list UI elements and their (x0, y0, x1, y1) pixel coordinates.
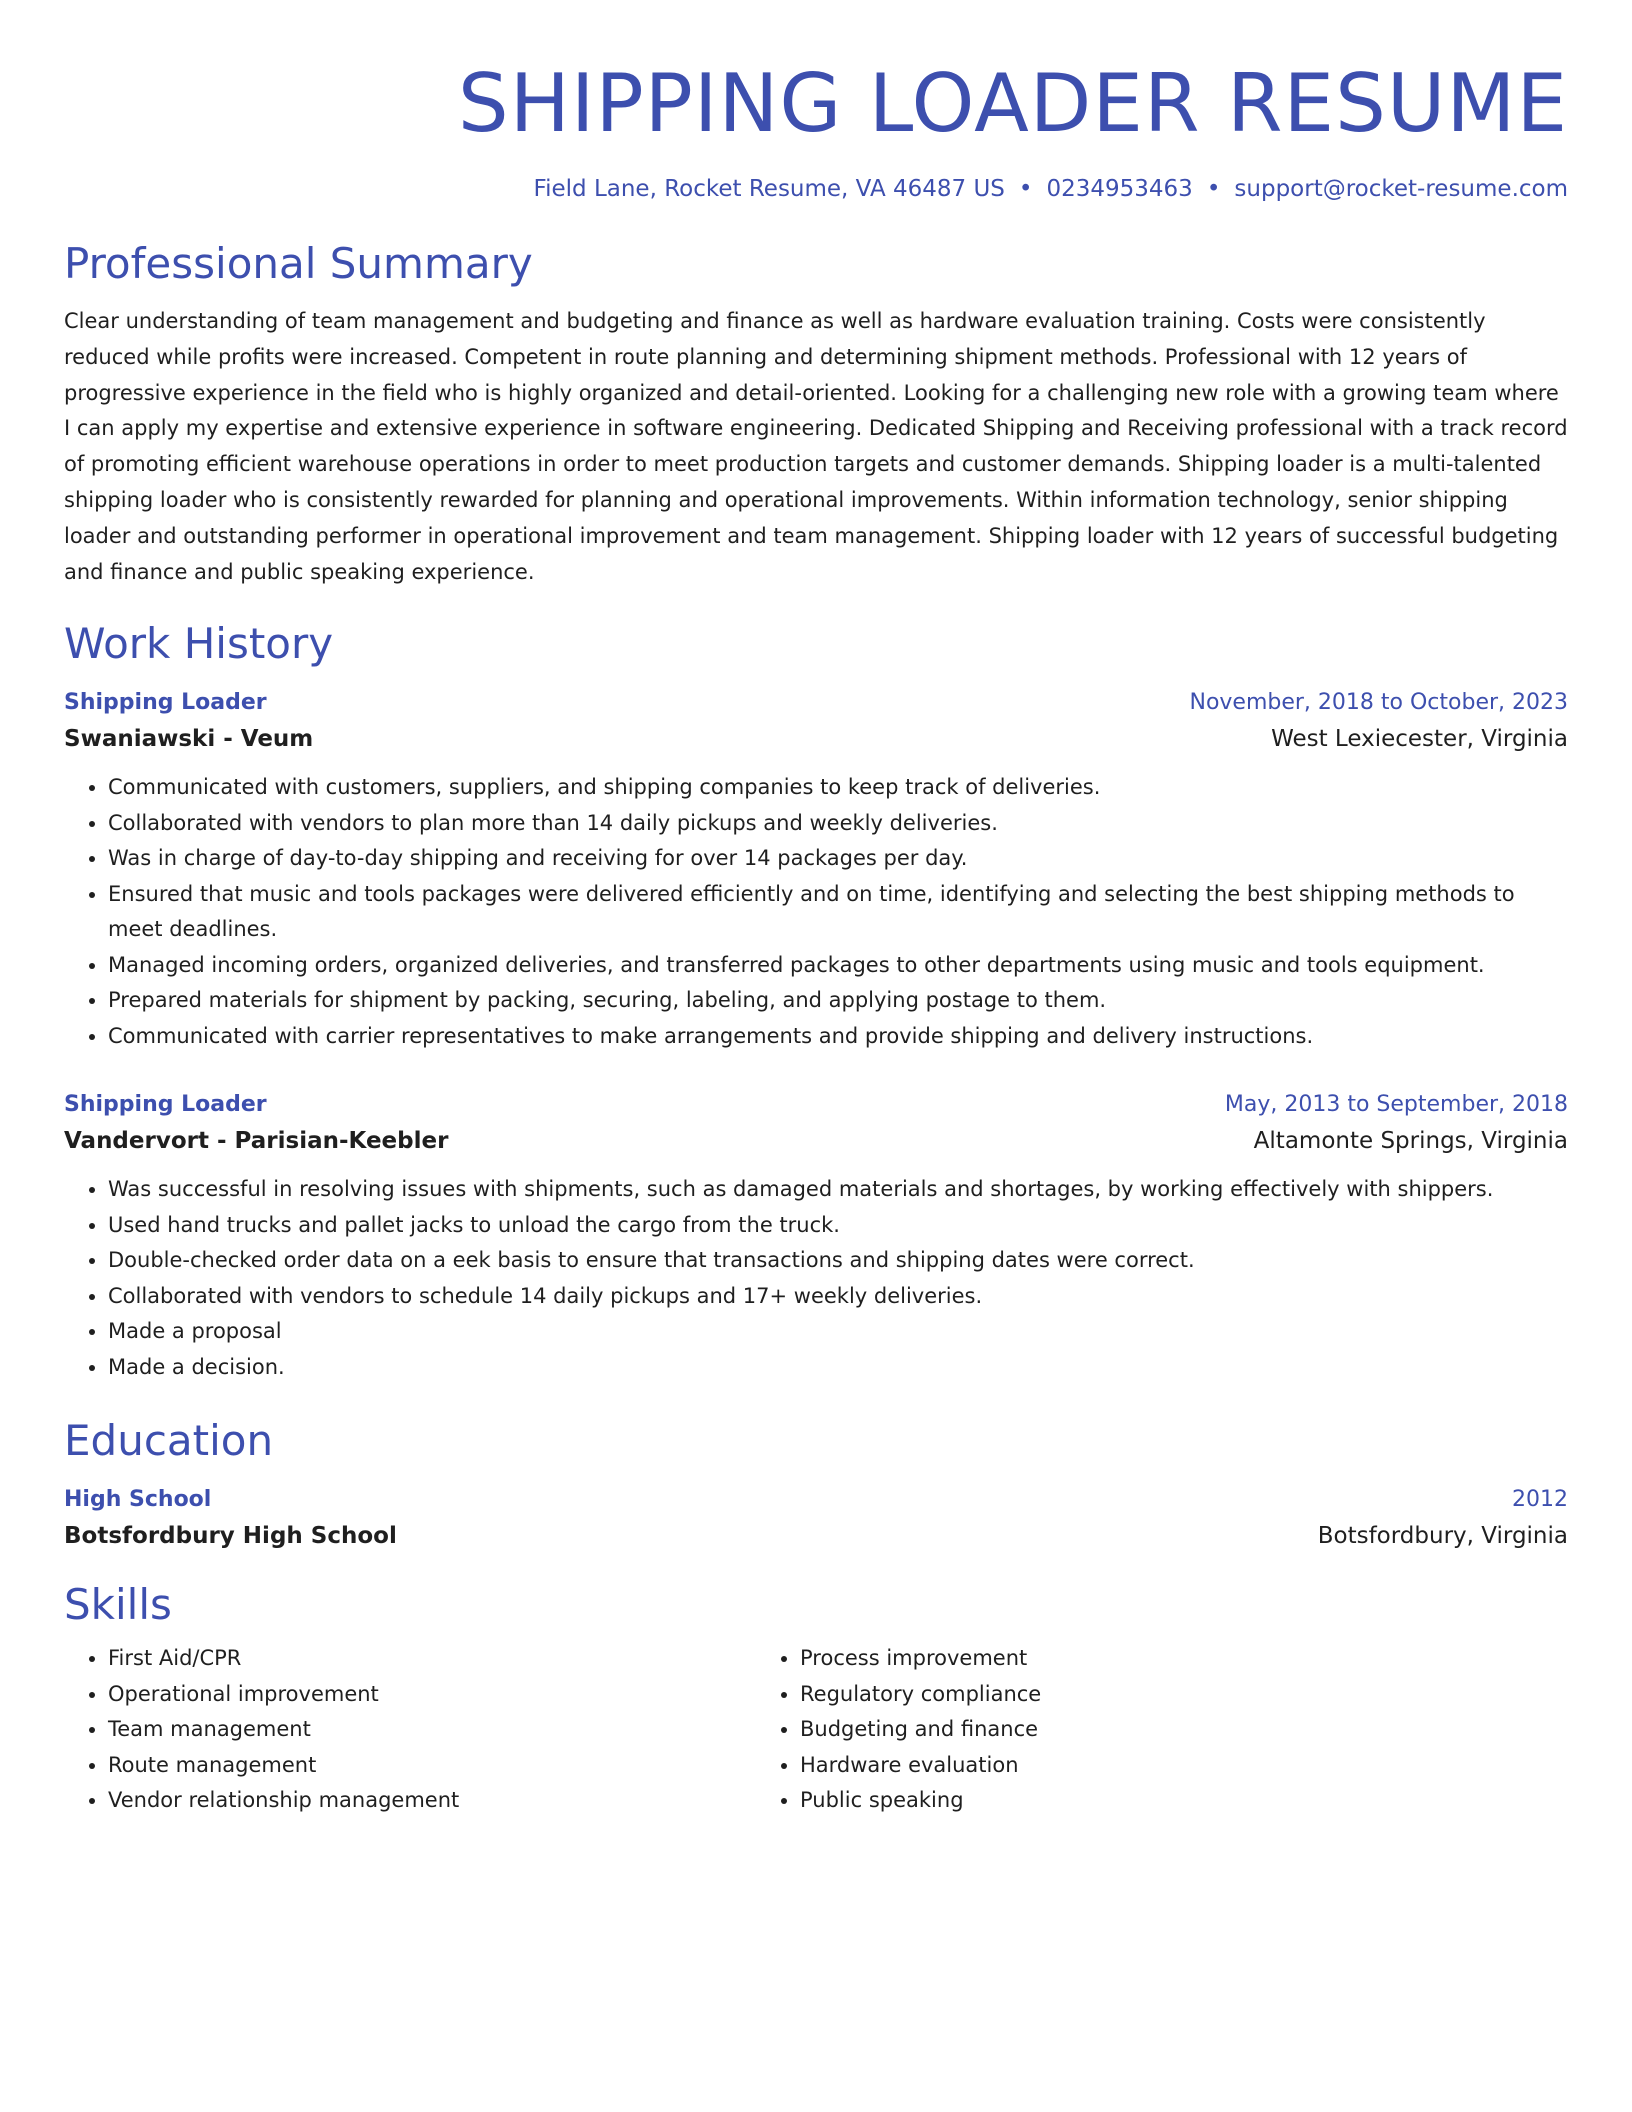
job-duty: • Double-checked order data on a eek basis to ensure that transactions and shipping dates were correct. (108, 1243, 1568, 1279)
skills-list-left (64, 1641, 756, 1819)
skill-item: • Regulatory compliance (800, 1677, 1456, 1713)
job-employer-row (64, 720, 1568, 758)
job-duty: • Prepared materials for shipment by packing, securing, labeling, and applying postage to them. (108, 983, 1568, 1019)
education-school: Botsfordbury High School (64, 1523, 397, 1550)
skill-item: • First Aid/CPR (108, 1641, 756, 1677)
job-header-row (64, 1088, 1568, 1122)
job-duty: • Made a proposal (108, 1314, 1568, 1350)
skills-columns (64, 1641, 1568, 1819)
contact-email: support@rocket-resume.com (1234, 176, 1568, 202)
education-heading: Education (64, 1416, 274, 1466)
skill-item: • Process improvement (800, 1641, 1456, 1677)
job-location: West Lexiecester, Virginia (1271, 726, 1568, 753)
job-duty: • Communicated with customers, suppliers, and shipping companies to keep track of deliveries. (108, 770, 1568, 806)
job-header-row (64, 686, 1568, 720)
education-degree: High School (64, 1487, 212, 1513)
job-duty: • Was in charge of day-to-day shipping and receiving for over 14 packages per day. (108, 841, 1568, 877)
job-duty: • Managed incoming orders, organized deliveries, and transferred packages to other departments using music and tools equipment. (108, 948, 1568, 984)
job-location: Altamonte Springs, Virginia (1253, 1128, 1568, 1155)
job-entry (64, 686, 1568, 1054)
education-school-row (64, 1517, 1568, 1555)
job-duties-list (64, 770, 1568, 1054)
job-employer-row (64, 1122, 1568, 1160)
job-employer: Swaniawski - Veum (64, 726, 314, 753)
contact-separator: • (1206, 176, 1221, 202)
education-year: 2012 (1512, 1487, 1568, 1513)
education-header-row (64, 1483, 1568, 1517)
job-employer: Vandervort - Parisian-Keebler (64, 1128, 449, 1155)
education-entry (64, 1483, 1568, 1555)
work-history-heading: Work History (64, 619, 334, 669)
skill-item: • Budgeting and finance (800, 1712, 1456, 1748)
skill-item: • Vendor relationship management (108, 1783, 756, 1819)
skills-heading: Skills (64, 1580, 172, 1630)
job-entry (64, 1088, 1568, 1385)
skill-item: • Public speaking (800, 1783, 1456, 1819)
job-duty: • Ensured that music and tools packages were delivered efficiently and on time, identifying and selecting the best shipping methods to meet deadlines. (108, 877, 1568, 948)
resume-header (64, 56, 1568, 204)
job-duty: • Was successful in resolving issues with shipments, such as damaged materials and shortages, by working effectively with shippers. (108, 1172, 1568, 1208)
education-location: Botsfordbury, Virginia (1317, 1523, 1568, 1550)
job-title: Shipping Loader (64, 1092, 267, 1118)
summary-text: Clear understanding of team management and budgeting and finance as well as hardware evaluation training. Costs were consistently reduced while profits were increased. Competent in route planning and determining shipment methods. Professional with 12 years of progressive experience in the field who is highly organized and detail-oriented. Looking for a challenging new role with a growing team where I can apply my expertise and extensive experience in software engineering. Dedicated Shipping and Receiving professional with a track record of promoting efficient warehouse operations in order to meet production targets and customer demands. Shipping loader is a multi-talented shipping loader who is consistently rewarded for planning and operational improvements. Within information technology, senior shipping loader and outstanding performer in operational improvement and team management. Shipping loader with 12 years of successful budgeting and finance and public speaking experience. (64, 309, 1568, 584)
job-duty: • Communicated with carrier representatives to make arrangements and provide shipping and delivery instructions. (108, 1019, 1568, 1055)
job-duties-list (64, 1172, 1568, 1385)
skill-item: • Operational improvement (108, 1677, 756, 1713)
job-duty: • Made a decision. (108, 1350, 1568, 1386)
summary-heading: Professional Summary (64, 239, 533, 288)
job-duty: • Collaborated with vendors to schedule 14 daily pickups and 17+ weekly deliveries. (108, 1279, 1568, 1315)
job-dates: May, 2013 to September, 2018 (1224, 1092, 1568, 1118)
skills-list-right (756, 1641, 1456, 1819)
job-title: Shipping Loader (64, 690, 267, 716)
contact-separator: • (1018, 176, 1033, 202)
skill-item: • Route management (108, 1748, 756, 1784)
resume-title: SHIPPING LOADER RESUME (457, 57, 1568, 150)
job-duty: • Collaborated with vendors to plan more than 14 daily pickups and weekly deliveries. (108, 806, 1568, 842)
contact-address: Field Lane, Rocket Resume, VA 46487 US (533, 176, 1005, 202)
job-dates: November, 2018 to October, 2023 (1189, 690, 1568, 716)
contact-phone: 0234953463 (1046, 176, 1193, 202)
job-duty: • Used hand trucks and pallet jacks to unload the cargo from the truck. (108, 1208, 1568, 1244)
skill-item: • Team management (108, 1712, 756, 1748)
contact-line (64, 174, 1568, 204)
skill-item: • Hardware evaluation (800, 1748, 1456, 1784)
